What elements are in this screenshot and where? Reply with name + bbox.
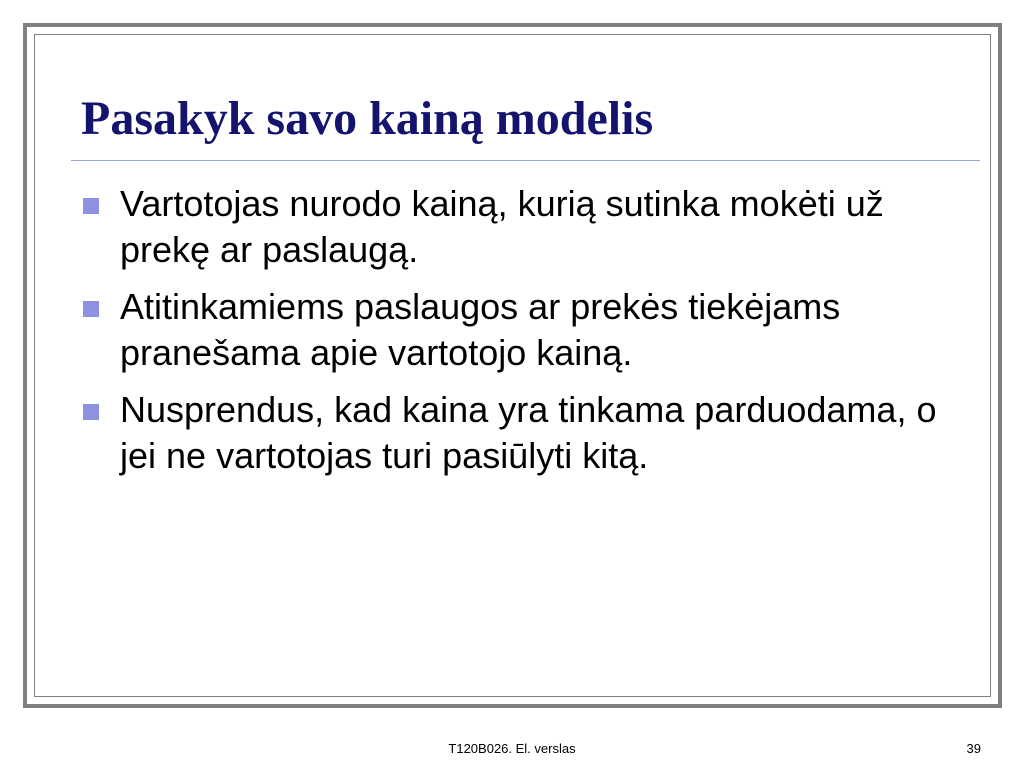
- bullet-text: Nusprendus, kad kaina yra tinkama parduodama, o jei ne vartotojas turi pasiūlyti kitą.: [120, 389, 937, 476]
- slide-inner-border: [34, 34, 991, 697]
- footer-course-label: T120B026. El. verslas: [448, 741, 576, 756]
- title-divider: [71, 160, 980, 161]
- page-number: 39: [966, 741, 981, 756]
- bullet-item: [81, 387, 961, 479]
- bullet-text: Atitinkamiems paslaugos ar prekės tiekėjams pranešama apie vartotojo kainą.: [120, 286, 841, 373]
- slide-frame: [23, 23, 1002, 708]
- square-bullet-icon: [83, 301, 99, 317]
- bullet-text: Vartotojas nurodo kainą, kurią sutinka mokėti už prekę ar paslaugą.: [120, 183, 884, 270]
- bullet-list: [81, 181, 961, 490]
- slide-title: Pasakyk savo kainą modelis: [81, 92, 654, 145]
- square-bullet-icon: [83, 404, 99, 420]
- bullet-item: [81, 181, 961, 273]
- square-bullet-icon: [83, 198, 99, 214]
- bullet-item: [81, 284, 961, 376]
